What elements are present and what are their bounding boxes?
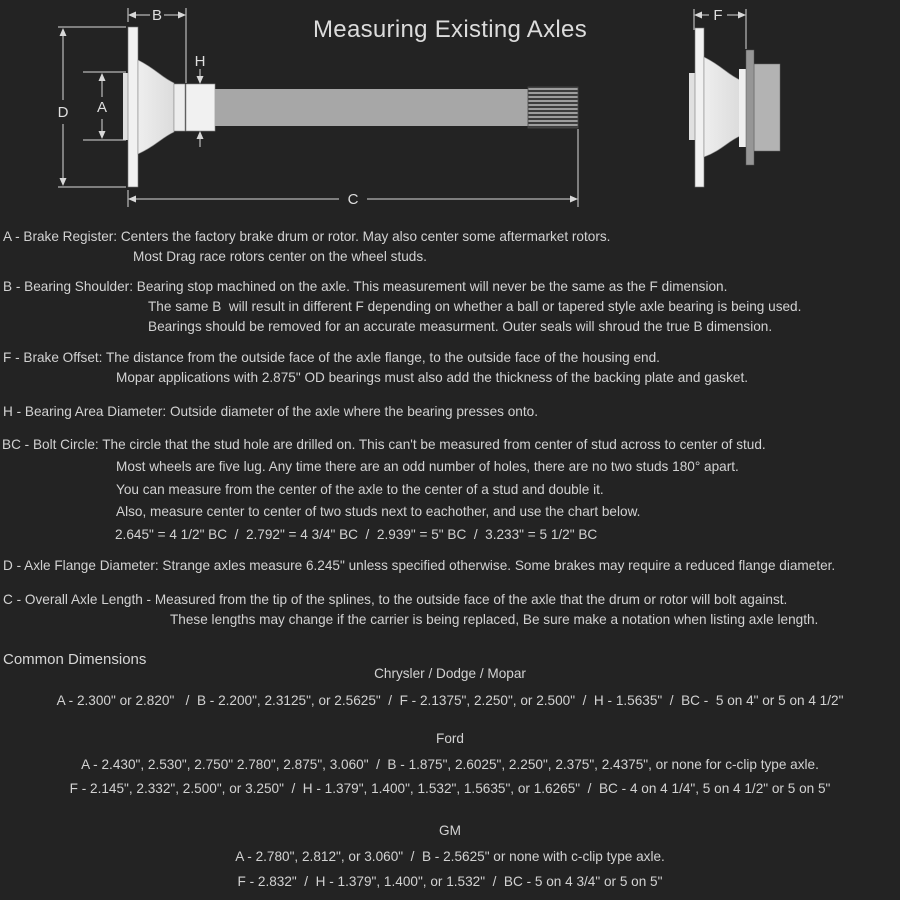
page-title: Measuring Existing Axles bbox=[313, 16, 587, 43]
axle-side-view-diagram bbox=[40, 0, 600, 220]
axle-splines-shape bbox=[528, 87, 578, 128]
def-b-line3: Bearings should be removed for an accurate measurment. Outer seals will shroud the true B dimension. bbox=[148, 319, 773, 334]
def-bc-line1: BC - Bolt Circle: The circle that the stud hole are drilled on. This can't be measured from center of stud across to center of stud. bbox=[2, 437, 766, 452]
dim-label-b: B bbox=[151, 7, 163, 24]
def-c-line2: These lengths may change if the carrier is being replaced, Be sure make a notation when listing axle length. bbox=[170, 612, 819, 627]
def-b-line2: The same B will result in different F depending on whether a ball or tapered style axle bearing is being used. bbox=[148, 299, 802, 314]
bearing-shoulder-shape bbox=[174, 84, 185, 131]
axle-flange-shape bbox=[695, 28, 704, 187]
dim-label-h: H bbox=[194, 53, 206, 70]
def-bc-line3: You can measure from the center of the axle to the center of a stud and double it. bbox=[116, 482, 604, 497]
brake-register-shape bbox=[123, 73, 129, 140]
axle-bell-shape bbox=[138, 60, 174, 154]
brake-register-shape bbox=[689, 73, 695, 140]
def-c-line1: C - Overall Axle Length - Measured from the tip of the splines, to the outside face of the axle that the drum or rotor will bolt against. bbox=[3, 592, 788, 607]
bearing-area-shape bbox=[186, 84, 215, 131]
def-d-line1: D - Axle Flange Diameter: Strange axles measure 6.245" unless specified otherwise. Some brakes may require a reduced flange diameter. bbox=[3, 558, 836, 573]
def-bc-chart: 2.645" = 4 1/2" BC / 2.792" = 4 3/4" BC / 2.939" = 5" BC / 3.233" = 5 1/2" BC bbox=[115, 527, 598, 542]
common-dimensions-heading: Common Dimensions bbox=[3, 651, 147, 668]
axle-flange-shape bbox=[128, 27, 138, 187]
dimension-d bbox=[58, 27, 126, 187]
group-name-chrysler: Chrysler / Dodge / Mopar bbox=[374, 666, 526, 681]
chrysler-specs: A - 2.300" or 2.820" / B - 2.200", 2.3125", or 2.5625" / F - 2.1375", 2.250", or 2.500" / H - 1.5635" / BC - 5 on 4" or 5 on 4 1/2" bbox=[56, 693, 844, 708]
ford-specs-line1: A - 2.430", 2.530", 2.750" 2.780", 2.875", 3.060" / B - 1.875", 2.6025", 2.250", 2.375", 2.4375", or none for c-clip type axle. bbox=[81, 757, 819, 772]
def-a-line2: Most Drag race rotors center on the wheel studs. bbox=[133, 249, 427, 264]
def-h-line1: H - Bearing Area Diameter: Outside diameter of the axle where the bearing presses onto. bbox=[3, 404, 538, 419]
housing-end-plate-shape bbox=[746, 50, 754, 165]
dim-label-d: D bbox=[57, 104, 69, 121]
bearing-block-shape bbox=[754, 64, 780, 151]
axle-bell-shape bbox=[704, 57, 740, 157]
dim-label-a: A bbox=[96, 99, 108, 116]
dim-label-c: C bbox=[347, 191, 359, 208]
def-bc-line4: Also, measure center to center of two studs next to eachother, and use the chart below. bbox=[116, 504, 641, 519]
dimension-a bbox=[83, 72, 126, 140]
def-b-line1: B - Bearing Shoulder: Bearing stop machined on the axle. This measurement will never be the same as the F dimension. bbox=[3, 279, 728, 294]
dimension-c bbox=[128, 129, 578, 208]
axle-flange-offset-diagram bbox=[650, 0, 830, 200]
axle-shaft-shape bbox=[215, 89, 528, 126]
gm-specs-line2: F - 2.832" / H - 1.379", 1.400", or 1.532" / BC - 5 on 4 3/4" or 5 on 5" bbox=[237, 874, 663, 889]
gm-specs-line1: A - 2.780", 2.812", or 3.060" / B - 2.5625" or none with c-clip type axle. bbox=[235, 849, 665, 864]
group-name-ford: Ford bbox=[436, 731, 464, 746]
def-f-line2: Mopar applications with 2.875" OD bearings must also add the thickness of the backing plate and gasket. bbox=[116, 370, 749, 385]
def-bc-line2: Most wheels are five lug. Any time there are an odd number of holes, there are no two studs 180° apart. bbox=[116, 459, 739, 474]
ford-specs-line2: F - 2.145", 2.332", 2.500", or 3.250" / H - 1.379", 1.400", 1.532", 1.5635", or 1.6265" / BC - 4 on 4 1/4", 5 on 4 1/2" or 5 on 5" bbox=[69, 781, 831, 796]
def-a-line1: A - Brake Register: Centers the factory brake drum or rotor. May also center some aftermarket rotors. bbox=[3, 229, 611, 244]
dim-label-f: F bbox=[713, 7, 723, 24]
def-f-line1: F - Brake Offset: The distance from the outside face of the axle flange, to the outside face of the housing end. bbox=[3, 350, 660, 365]
group-name-gm: GM bbox=[439, 823, 461, 838]
